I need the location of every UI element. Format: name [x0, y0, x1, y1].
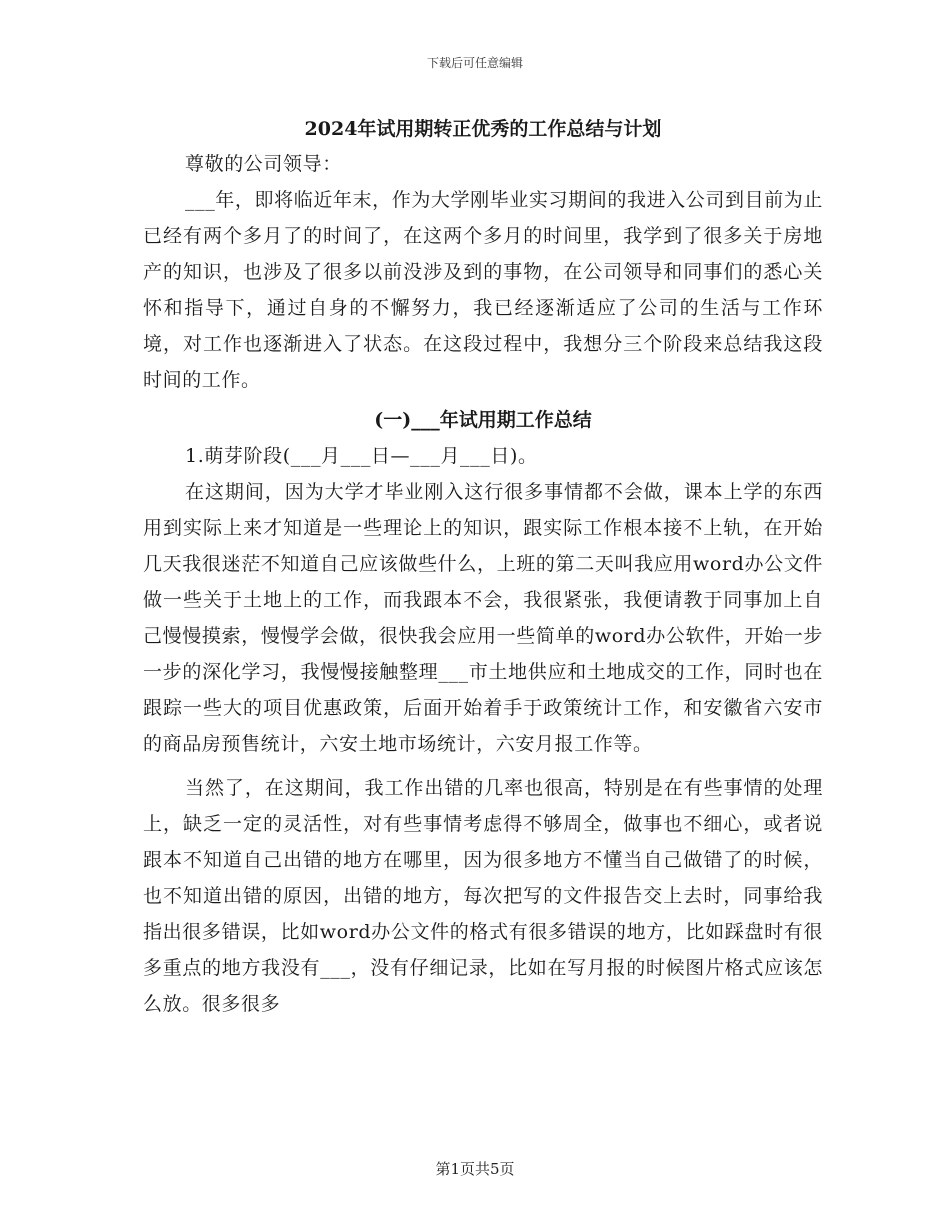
- document-title: 2024年试用期转正优秀的工作总结与计划: [304, 118, 662, 140]
- paragraph-mistakes: 当然了，在这期间，我工作出错的几率也很高，特别是在有些事情的处理上，缺乏一定的灵活性，对有些事情考虑得不够周全，做事也不细心，或者说跟本不知道自己出错的地方在哪里，因为很多地方不懂当自己做错了的时候，也不知道出错的原因，出错的地方，每次把写的文件报告交上去时，同事给我指出很多错误，比如word办公文件的格式有很多错误的地方，比如踩盘时有很多重点的地方我没有___，没有仔细记录，比如在写月报的时候图片格式应该怎么放。很多很多: [143, 777, 823, 1015]
- document-body: [143, 112, 823, 1022]
- list-item-stage-1: 1.萌芽阶段(___月___日—___月___日)。: [185, 445, 538, 467]
- paragraph-intro: ___年，即将临近年末，作为大学刚毕业实习期间的我进入公司到目前为止已经有两个多月了的时间了，在这两个多月的时间里，我学到了很多关于房地产的知识，也涉及了很多以前没涉及到的事物，在公司领导和同事们的悉心关怀和指导下，通过自身的不懈努力，我已经逐渐适应了公司的生活与工作环境，对工作也逐渐进入了状态。在这段过程中，我想分三个阶段来总结我这段时间的工作。: [143, 189, 823, 391]
- paragraph-stage-1-detail: 在这期间，因为大学才毕业刚入这行很多事情都不会做，课本上学的东西用到实际上来才知道是一些理论上的知识，跟实际工作根本接不上轨，在开始几天我很迷茫不知道自己应该做些什么，上班的第二天叫我应用word办公文件做一些关于土地上的工作，而我跟本不会，我很紧张，我便请教于同事加上自己慢慢摸索，慢慢学会做，很快我会应用一些简单的word办公软件，开始一步一步的深化学习，我慢慢接触整理___市土地供应和土地成交的工作，同时也在跟踪一些大的项目优惠政策，后面开始着手于政策统计工作，和安徽省六安市的商品房预售统计，六安土地市场统计，六安月报工作等。: [143, 481, 823, 755]
- section-heading: (一)___年试用期工作总结: [374, 409, 592, 431]
- page-footer: 第1页共5页: [435, 1160, 515, 1178]
- salutation: 尊敬的公司领导：: [185, 153, 342, 175]
- page-header: 下载后可任意编辑: [426, 56, 523, 70]
